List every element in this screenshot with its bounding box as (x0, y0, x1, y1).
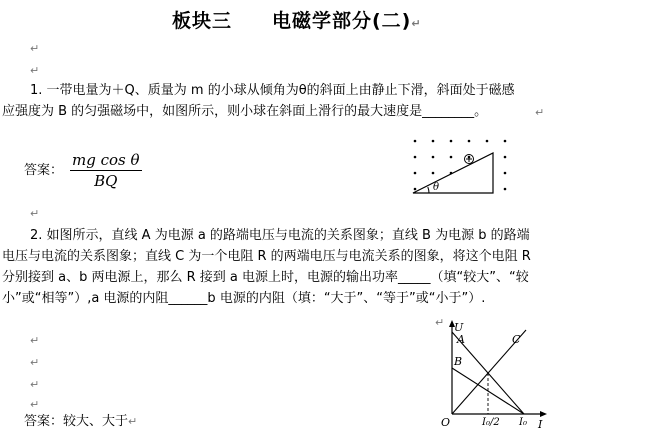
origin-label: O (441, 416, 451, 429)
field-dot (432, 172, 435, 175)
paragraph-mark: ↵ (30, 398, 40, 411)
paragraph-mark: ↵ (535, 106, 545, 119)
paragraph-mark: ↵ (30, 64, 40, 77)
field-dot (432, 156, 435, 159)
line-c-label: C (512, 333, 521, 346)
line-a-label: A (457, 333, 465, 346)
paragraph-mark: ↵ (30, 378, 40, 391)
question-2-line-1: 2. 如图所示，直线 A 为电源 a 的路端电压与电流的关系图象；直线 B 为电源 b 的路端 (30, 228, 530, 243)
paragraph-mark: ↵ (30, 42, 40, 55)
field-dot (432, 140, 435, 143)
question-2-answer: 答案：较大、大于↵ (24, 414, 138, 429)
question-1-line-2: 应强度为 B 的匀强磁场中，如图所示，则小球在斜面上滑行的最大速度是________。 (2, 104, 488, 119)
tick-i0-half: I₀/2 (482, 417, 500, 428)
field-dot (504, 156, 507, 159)
paragraph-mark: ↵ (30, 334, 40, 347)
field-dot (504, 172, 507, 175)
fraction-numerator: mg cos θ (72, 151, 140, 169)
tick-i0: I₀ (519, 417, 527, 428)
question-1-figure (405, 135, 515, 205)
angle-arc (428, 187, 429, 193)
field-dot (450, 140, 453, 143)
u-axis-label: U (454, 321, 464, 334)
paragraph-mark: ↵ (435, 316, 445, 329)
question-2-graph (440, 318, 550, 430)
field-dot (468, 140, 471, 143)
question-2-line-4: 小”或“相等”）,a 电源的内阻______b 电源的内阻（填：“大于”、“等于”或“小于”）. (2, 291, 486, 306)
incline-triangle (413, 153, 493, 193)
paragraph-mark: ↵ (30, 356, 40, 369)
field-dot (486, 140, 489, 143)
page-title: 板块三 电磁学部分(二)↵ (172, 10, 422, 32)
line-b-label: B (454, 355, 463, 368)
fraction-denominator: BQ (94, 172, 118, 190)
question-2-line-3: 分别接到 a、b 两电源上，那么 R 接到 a 电源上时，电源的输出功率_____（填“较大”、“较 (2, 270, 529, 285)
field-dot (450, 156, 453, 159)
field-dot (504, 188, 507, 191)
paragraph-mark: ↵ (411, 17, 422, 30)
i-axis-arrow (540, 411, 547, 417)
field-dot (414, 156, 417, 159)
question-1-answer-fraction (70, 151, 142, 190)
paragraph-mark: ↵ (30, 207, 40, 220)
question-1-line-1: 1. 一带电量为＋Q、质量为 m 的小球从倾角为θ的斜面上由静止下滑，斜面处于磁感 (30, 83, 515, 98)
field-dot (414, 140, 417, 143)
field-dot (414, 188, 417, 191)
i-axis-label: I (538, 418, 543, 430)
question-2-line-2: 电压与电流的关系图象；直线 C 为一个电阻 R 的两端电压与电流关系的图象，将这个电阻 R (2, 249, 531, 264)
question-1-answer-label: 答案： (24, 163, 64, 178)
field-dot (414, 172, 417, 175)
field-dot (504, 140, 507, 143)
theta-label: θ (433, 182, 440, 193)
paragraph-mark: ↵ (128, 415, 138, 428)
